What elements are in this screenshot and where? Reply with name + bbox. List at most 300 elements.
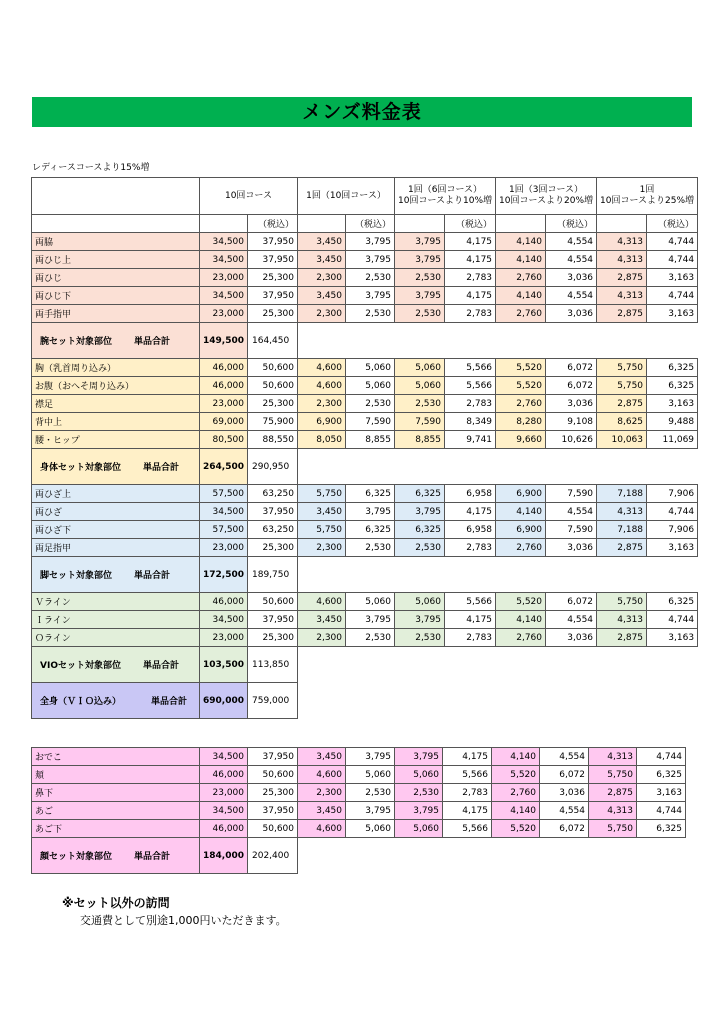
table-row bbox=[32, 269, 698, 287]
price-incl-tax: 37,950 bbox=[248, 233, 298, 251]
price-incl-tax: 2,783 bbox=[444, 269, 495, 287]
area-name: 胸（乳首周り込み） bbox=[32, 359, 200, 377]
price-excl-tax: 5,060 bbox=[395, 593, 445, 611]
price-incl-tax: 7,906 bbox=[647, 485, 698, 503]
tax-label: （税込） bbox=[346, 215, 395, 233]
price-excl-tax: 2,300 bbox=[298, 629, 346, 647]
price-incl-tax: 4,175 bbox=[444, 611, 495, 629]
price-excl-tax: 4,600 bbox=[298, 766, 346, 784]
price-excl-tax: 5,520 bbox=[496, 359, 546, 377]
subtotal-label bbox=[32, 557, 200, 593]
price-incl-tax: 4,554 bbox=[546, 503, 597, 521]
price-excl-tax: 2,875 bbox=[597, 539, 647, 557]
subtotal-label bbox=[32, 323, 200, 359]
price-incl-tax: 4,175 bbox=[443, 748, 492, 766]
price-excl-tax: 4,313 bbox=[597, 611, 647, 629]
sum-label: 単品合計 bbox=[143, 463, 180, 473]
price-incl-tax: 37,950 bbox=[248, 503, 298, 521]
tax-label: （税込） bbox=[248, 215, 298, 233]
price-excl-tax: 2,760 bbox=[496, 269, 546, 287]
subtotal-row bbox=[32, 557, 698, 593]
price-excl-tax: 3,795 bbox=[395, 611, 445, 629]
price-excl-tax: 8,625 bbox=[597, 413, 647, 431]
subtotal-label bbox=[32, 647, 200, 683]
price-incl-tax: 3,795 bbox=[346, 748, 395, 766]
price-table bbox=[31, 177, 698, 719]
price-excl-tax: 3,450 bbox=[298, 802, 346, 820]
price-excl-tax: 7,188 bbox=[597, 521, 647, 539]
header-single-1: 1回 10回コースより25%増 bbox=[597, 178, 698, 215]
price-incl-tax: 4,554 bbox=[540, 748, 589, 766]
price-excl-tax: 23,000 bbox=[200, 784, 248, 802]
subtotal-value: 264,500 bbox=[200, 449, 248, 485]
price-excl-tax: 3,450 bbox=[298, 611, 346, 629]
price-incl-tax: 37,950 bbox=[248, 611, 298, 629]
table-row bbox=[32, 287, 698, 305]
price-incl-tax: 3,036 bbox=[546, 269, 597, 287]
price-excl-tax: 5,750 bbox=[589, 820, 637, 838]
price-excl-tax: 2,530 bbox=[395, 539, 445, 557]
price-incl-tax: 2,783 bbox=[444, 539, 495, 557]
price-excl-tax: 8,050 bbox=[298, 431, 346, 449]
table-row bbox=[32, 377, 698, 395]
price-incl-tax: 4,175 bbox=[444, 503, 495, 521]
area-name: 襟足 bbox=[32, 395, 200, 413]
full-body-row bbox=[32, 683, 698, 719]
table-row bbox=[32, 784, 686, 802]
price-incl-tax: 4,554 bbox=[546, 287, 597, 305]
price-incl-tax: 3,163 bbox=[647, 395, 698, 413]
price-excl-tax: 46,000 bbox=[200, 377, 248, 395]
table-row bbox=[32, 485, 698, 503]
header-single-6: 1回（6回コース） 10回コースより10%増 bbox=[395, 178, 496, 215]
price-excl-tax: 9,660 bbox=[496, 431, 546, 449]
price-incl-tax: 3,036 bbox=[540, 784, 589, 802]
price-excl-tax: 3,795 bbox=[395, 233, 445, 251]
price-incl-tax: 25,300 bbox=[248, 629, 298, 647]
area-name: 頬 bbox=[32, 766, 200, 784]
price-excl-tax: 2,530 bbox=[395, 395, 445, 413]
price-excl-tax: 34,500 bbox=[200, 251, 248, 269]
price-incl-tax: 4,554 bbox=[546, 251, 597, 269]
price-incl-tax: 3,795 bbox=[346, 503, 395, 521]
price-incl-tax: 3,795 bbox=[346, 611, 395, 629]
price-excl-tax: 23,000 bbox=[200, 269, 248, 287]
price-excl-tax: 2,530 bbox=[395, 784, 443, 802]
subtotal-incl-tax: 113,850 bbox=[248, 647, 298, 683]
price-excl-tax: 34,500 bbox=[200, 611, 248, 629]
price-incl-tax: 4,554 bbox=[546, 233, 597, 251]
price-excl-tax: 3,450 bbox=[298, 233, 346, 251]
price-excl-tax: 5,520 bbox=[496, 593, 546, 611]
price-excl-tax: 6,900 bbox=[298, 413, 346, 431]
table-row bbox=[32, 539, 698, 557]
area-name: あご bbox=[32, 802, 200, 820]
subtotal-incl-tax: 202,400 bbox=[248, 838, 298, 874]
table-row bbox=[32, 305, 698, 323]
price-excl-tax: 2,760 bbox=[496, 539, 546, 557]
sum-label: 単品合計 bbox=[134, 337, 171, 347]
price-excl-tax: 4,313 bbox=[589, 748, 637, 766]
price-incl-tax: 75,900 bbox=[248, 413, 298, 431]
price-excl-tax: 2,760 bbox=[496, 629, 546, 647]
price-excl-tax: 7,590 bbox=[395, 413, 445, 431]
price-incl-tax: 2,530 bbox=[346, 305, 395, 323]
price-excl-tax: 34,500 bbox=[200, 233, 248, 251]
table-row bbox=[32, 503, 698, 521]
price-excl-tax: 4,140 bbox=[496, 287, 546, 305]
subtotal-value: 103,500 bbox=[200, 647, 248, 683]
price-incl-tax: 6,325 bbox=[647, 359, 698, 377]
set-name: 身体セット対象部位 bbox=[40, 463, 122, 473]
header-single-10: 1回（10回コース） bbox=[298, 178, 395, 215]
price-excl-tax: 5,750 bbox=[589, 766, 637, 784]
price-excl-tax: 23,000 bbox=[200, 395, 248, 413]
price-excl-tax: 5,060 bbox=[395, 820, 443, 838]
price-incl-tax: 6,958 bbox=[444, 521, 495, 539]
subtotal-value: 172,500 bbox=[200, 557, 248, 593]
area-name: おでこ bbox=[32, 748, 200, 766]
price-excl-tax: 3,450 bbox=[298, 748, 346, 766]
price-excl-tax: 23,000 bbox=[200, 629, 248, 647]
price-incl-tax: 3,795 bbox=[346, 802, 395, 820]
price-incl-tax: 5,060 bbox=[346, 593, 395, 611]
price-incl-tax: 2,530 bbox=[346, 269, 395, 287]
price-excl-tax: 4,313 bbox=[597, 503, 647, 521]
price-incl-tax: 9,488 bbox=[647, 413, 698, 431]
price-excl-tax: 3,450 bbox=[298, 251, 346, 269]
price-incl-tax: 2,530 bbox=[346, 629, 395, 647]
price-incl-tax: 88,550 bbox=[248, 431, 298, 449]
price-incl-tax: 6,325 bbox=[647, 593, 698, 611]
price-excl-tax: 57,500 bbox=[200, 485, 248, 503]
price-excl-tax: 80,500 bbox=[200, 431, 248, 449]
area-name: 腰・ヒップ bbox=[32, 431, 200, 449]
price-excl-tax: 10,063 bbox=[597, 431, 647, 449]
price-incl-tax: 4,175 bbox=[444, 233, 495, 251]
set-name: 腕セット対象部位 bbox=[40, 337, 113, 347]
price-incl-tax: 5,566 bbox=[444, 593, 495, 611]
table-row bbox=[32, 802, 686, 820]
price-excl-tax: 5,520 bbox=[496, 377, 546, 395]
price-incl-tax: 25,300 bbox=[248, 305, 298, 323]
price-excl-tax: 2,760 bbox=[496, 305, 546, 323]
price-excl-tax: 3,795 bbox=[395, 287, 445, 305]
price-excl-tax: 2,530 bbox=[395, 305, 445, 323]
set-name: VIOセット対象部位 bbox=[40, 661, 121, 671]
price-incl-tax: 10,626 bbox=[546, 431, 597, 449]
price-excl-tax: 5,060 bbox=[395, 359, 445, 377]
page-title: メンズ料金表 bbox=[302, 101, 422, 123]
price-excl-tax: 6,900 bbox=[496, 521, 546, 539]
price-incl-tax: 5,566 bbox=[443, 820, 492, 838]
price-incl-tax: 3,036 bbox=[546, 305, 597, 323]
tax-label: （税込） bbox=[647, 215, 698, 233]
price-incl-tax: 6,325 bbox=[346, 521, 395, 539]
table-row bbox=[32, 748, 686, 766]
price-incl-tax: 4,175 bbox=[444, 251, 495, 269]
price-incl-tax: 6,072 bbox=[546, 359, 597, 377]
table-row bbox=[32, 395, 698, 413]
sum-label: 単品合計 bbox=[134, 852, 171, 862]
price-incl-tax: 5,566 bbox=[444, 359, 495, 377]
price-excl-tax: 5,060 bbox=[395, 377, 445, 395]
price-excl-tax: 2,760 bbox=[496, 395, 546, 413]
footer-heading: ※セット以外の訪問 bbox=[62, 896, 170, 910]
table-row bbox=[32, 251, 698, 269]
price-incl-tax: 37,950 bbox=[248, 287, 298, 305]
price-incl-tax: 7,590 bbox=[546, 521, 597, 539]
price-incl-tax: 9,108 bbox=[546, 413, 597, 431]
table-row bbox=[32, 413, 698, 431]
table-row bbox=[32, 611, 698, 629]
price-incl-tax: 5,566 bbox=[444, 377, 495, 395]
price-excl-tax: 46,000 bbox=[200, 820, 248, 838]
sum-label: 単品合計 bbox=[142, 661, 179, 671]
price-incl-tax: 3,163 bbox=[647, 629, 698, 647]
price-incl-tax: 7,590 bbox=[346, 413, 395, 431]
price-incl-tax: 6,072 bbox=[540, 766, 589, 784]
price-excl-tax: 5,520 bbox=[492, 820, 540, 838]
area-name: 鼻下 bbox=[32, 784, 200, 802]
price-excl-tax: 6,900 bbox=[496, 485, 546, 503]
pricing-note: レディースコースより15%増 bbox=[32, 163, 150, 173]
area-name: お腹（おへそ周り込み） bbox=[32, 377, 200, 395]
price-excl-tax: 5,750 bbox=[597, 377, 647, 395]
price-incl-tax: 3,036 bbox=[546, 629, 597, 647]
price-incl-tax: 63,250 bbox=[248, 521, 298, 539]
price-excl-tax: 4,600 bbox=[298, 593, 346, 611]
price-incl-tax: 6,072 bbox=[546, 593, 597, 611]
area-name: Ｖライン bbox=[32, 593, 200, 611]
full-body-value: 690,000 bbox=[200, 683, 248, 719]
subtotal-row bbox=[32, 449, 698, 485]
price-excl-tax: 2,760 bbox=[492, 784, 540, 802]
area-name: 両ひざ下 bbox=[32, 521, 200, 539]
price-excl-tax: 2,875 bbox=[597, 629, 647, 647]
subtotal-incl-tax: 189,750 bbox=[248, 557, 298, 593]
price-excl-tax: 2,300 bbox=[298, 269, 346, 287]
price-incl-tax: 9,741 bbox=[444, 431, 495, 449]
price-incl-tax: 3,036 bbox=[546, 395, 597, 413]
price-excl-tax: 3,450 bbox=[298, 503, 346, 521]
price-excl-tax: 46,000 bbox=[200, 766, 248, 784]
price-incl-tax: 50,600 bbox=[248, 593, 298, 611]
price-incl-tax: 6,072 bbox=[546, 377, 597, 395]
area-name: 両手指甲 bbox=[32, 305, 200, 323]
table-row bbox=[32, 593, 698, 611]
price-incl-tax: 5,060 bbox=[346, 766, 395, 784]
price-excl-tax: 4,140 bbox=[492, 748, 540, 766]
price-incl-tax: 8,855 bbox=[346, 431, 395, 449]
table-row bbox=[32, 820, 686, 838]
price-incl-tax: 2,783 bbox=[444, 305, 495, 323]
price-excl-tax: 4,140 bbox=[496, 503, 546, 521]
price-excl-tax: 2,300 bbox=[298, 784, 346, 802]
price-excl-tax: 4,313 bbox=[589, 802, 637, 820]
price-incl-tax: 2,530 bbox=[346, 395, 395, 413]
price-incl-tax: 25,300 bbox=[248, 784, 298, 802]
price-excl-tax: 5,750 bbox=[298, 521, 346, 539]
area-name: あご下 bbox=[32, 820, 200, 838]
price-excl-tax: 4,140 bbox=[496, 233, 546, 251]
price-excl-tax: 5,060 bbox=[395, 766, 443, 784]
price-incl-tax: 6,958 bbox=[444, 485, 495, 503]
price-incl-tax: 6,325 bbox=[647, 377, 698, 395]
price-incl-tax: 4,554 bbox=[546, 611, 597, 629]
price-incl-tax: 3,163 bbox=[647, 269, 698, 287]
subtotal-incl-tax: 164,450 bbox=[248, 323, 298, 359]
price-excl-tax: 3,795 bbox=[395, 802, 443, 820]
price-excl-tax: 2,875 bbox=[597, 269, 647, 287]
price-incl-tax: 6,325 bbox=[346, 485, 395, 503]
price-incl-tax: 50,600 bbox=[248, 377, 298, 395]
price-incl-tax: 2,783 bbox=[443, 784, 492, 802]
price-excl-tax: 57,500 bbox=[200, 521, 248, 539]
price-incl-tax: 3,163 bbox=[637, 784, 686, 802]
price-excl-tax: 5,750 bbox=[597, 593, 647, 611]
subtotal-label bbox=[32, 449, 200, 485]
price-excl-tax: 2,300 bbox=[298, 539, 346, 557]
price-incl-tax: 50,600 bbox=[248, 359, 298, 377]
price-excl-tax: 2,875 bbox=[597, 305, 647, 323]
price-excl-tax: 2,875 bbox=[589, 784, 637, 802]
footer-text: 交通費として別途1,000円いただきます。 bbox=[80, 914, 287, 927]
price-excl-tax: 34,500 bbox=[200, 802, 248, 820]
price-incl-tax: 25,300 bbox=[248, 269, 298, 287]
price-excl-tax: 5,520 bbox=[492, 766, 540, 784]
subtotal-row bbox=[32, 647, 698, 683]
price-incl-tax: 4,175 bbox=[443, 802, 492, 820]
header-single-3: 1回（3回コース） 10回コースより20%増 bbox=[496, 178, 597, 215]
price-incl-tax: 11,069 bbox=[647, 431, 698, 449]
price-incl-tax: 6,325 bbox=[637, 766, 686, 784]
price-excl-tax: 34,500 bbox=[200, 503, 248, 521]
area-name: 両ひじ上 bbox=[32, 251, 200, 269]
price-excl-tax: 2,875 bbox=[597, 395, 647, 413]
sum-label: 単品合計 bbox=[134, 571, 171, 581]
price-incl-tax: 2,783 bbox=[444, 629, 495, 647]
price-incl-tax: 37,950 bbox=[248, 748, 298, 766]
full-body-label: 全身（ＶＩＯ込み） 単品合計 bbox=[32, 683, 200, 719]
area-name: 両脇 bbox=[32, 233, 200, 251]
price-excl-tax: 5,750 bbox=[597, 359, 647, 377]
price-excl-tax: 46,000 bbox=[200, 593, 248, 611]
price-excl-tax: 34,500 bbox=[200, 748, 248, 766]
price-incl-tax: 3,036 bbox=[546, 539, 597, 557]
price-excl-tax: 4,313 bbox=[597, 233, 647, 251]
area-name: 両ひざ上 bbox=[32, 485, 200, 503]
price-excl-tax: 4,600 bbox=[298, 359, 346, 377]
price-incl-tax: 50,600 bbox=[248, 766, 298, 784]
area-name: 両ひじ bbox=[32, 269, 200, 287]
price-excl-tax: 3,795 bbox=[395, 748, 443, 766]
price-excl-tax: 6,325 bbox=[395, 521, 445, 539]
price-excl-tax: 4,140 bbox=[496, 611, 546, 629]
title-bar bbox=[32, 97, 692, 127]
price-excl-tax: 3,450 bbox=[298, 287, 346, 305]
price-excl-tax: 2,300 bbox=[298, 395, 346, 413]
header-blank bbox=[32, 178, 200, 215]
subtotal-row bbox=[32, 323, 698, 359]
price-incl-tax: 5,060 bbox=[346, 377, 395, 395]
price-excl-tax: 69,000 bbox=[200, 413, 248, 431]
price-incl-tax: 37,950 bbox=[248, 802, 298, 820]
subtotal-row bbox=[32, 838, 686, 874]
area-name: Ｏライン bbox=[32, 629, 200, 647]
price-incl-tax: 3,163 bbox=[647, 539, 698, 557]
price-incl-tax: 3,795 bbox=[346, 233, 395, 251]
price-incl-tax: 4,744 bbox=[647, 611, 698, 629]
price-excl-tax: 2,530 bbox=[395, 629, 445, 647]
price-incl-tax: 63,250 bbox=[248, 485, 298, 503]
price-incl-tax: 3,795 bbox=[346, 287, 395, 305]
header-10-course: 10回コース bbox=[200, 178, 298, 215]
price-excl-tax: 3,795 bbox=[395, 503, 445, 521]
area-name: 両足指甲 bbox=[32, 539, 200, 557]
price-excl-tax: 5,750 bbox=[298, 485, 346, 503]
table-row bbox=[32, 521, 698, 539]
price-excl-tax: 4,313 bbox=[597, 287, 647, 305]
price-incl-tax: 4,744 bbox=[647, 251, 698, 269]
price-incl-tax: 4,744 bbox=[647, 503, 698, 521]
price-excl-tax: 4,313 bbox=[597, 251, 647, 269]
set-name: 顔セット対象部位 bbox=[40, 852, 113, 862]
table-row bbox=[32, 233, 698, 251]
area-name: Ｉライン bbox=[32, 611, 200, 629]
subtotal-value: 149,500 bbox=[200, 323, 248, 359]
price-incl-tax: 7,906 bbox=[647, 521, 698, 539]
price-excl-tax: 3,795 bbox=[395, 251, 445, 269]
tax-label: （税込） bbox=[444, 215, 495, 233]
price-incl-tax: 2,783 bbox=[444, 395, 495, 413]
price-excl-tax: 8,280 bbox=[496, 413, 546, 431]
price-incl-tax: 6,325 bbox=[637, 820, 686, 838]
price-incl-tax: 2,530 bbox=[346, 784, 395, 802]
price-excl-tax: 4,600 bbox=[298, 820, 346, 838]
price-excl-tax: 2,300 bbox=[298, 305, 346, 323]
price-excl-tax: 7,188 bbox=[597, 485, 647, 503]
price-incl-tax: 3,163 bbox=[647, 305, 698, 323]
subtotal-incl-tax: 290,950 bbox=[248, 449, 298, 485]
area-name: 両ひじ下 bbox=[32, 287, 200, 305]
price-incl-tax: 5,060 bbox=[346, 359, 395, 377]
price-excl-tax: 34,500 bbox=[200, 287, 248, 305]
price-incl-tax: 2,530 bbox=[346, 539, 395, 557]
table-row bbox=[32, 359, 698, 377]
price-excl-tax: 4,140 bbox=[496, 251, 546, 269]
price-excl-tax: 23,000 bbox=[200, 305, 248, 323]
price-excl-tax: 6,325 bbox=[395, 485, 445, 503]
table-row bbox=[32, 431, 698, 449]
price-incl-tax: 6,072 bbox=[540, 820, 589, 838]
face-price-table bbox=[31, 747, 686, 874]
price-incl-tax: 4,744 bbox=[647, 233, 698, 251]
price-incl-tax: 4,744 bbox=[647, 287, 698, 305]
area-name: 背中上 bbox=[32, 413, 200, 431]
price-incl-tax: 4,744 bbox=[637, 802, 686, 820]
header-row bbox=[32, 178, 698, 215]
tax-row bbox=[32, 215, 698, 233]
price-excl-tax: 46,000 bbox=[200, 359, 248, 377]
price-incl-tax: 25,300 bbox=[248, 395, 298, 413]
full-body-incl-tax: 759,000 bbox=[248, 683, 298, 719]
price-incl-tax: 4,175 bbox=[444, 287, 495, 305]
price-excl-tax: 4,140 bbox=[492, 802, 540, 820]
price-excl-tax: 4,600 bbox=[298, 377, 346, 395]
table-row bbox=[32, 766, 686, 784]
price-incl-tax: 5,566 bbox=[443, 766, 492, 784]
